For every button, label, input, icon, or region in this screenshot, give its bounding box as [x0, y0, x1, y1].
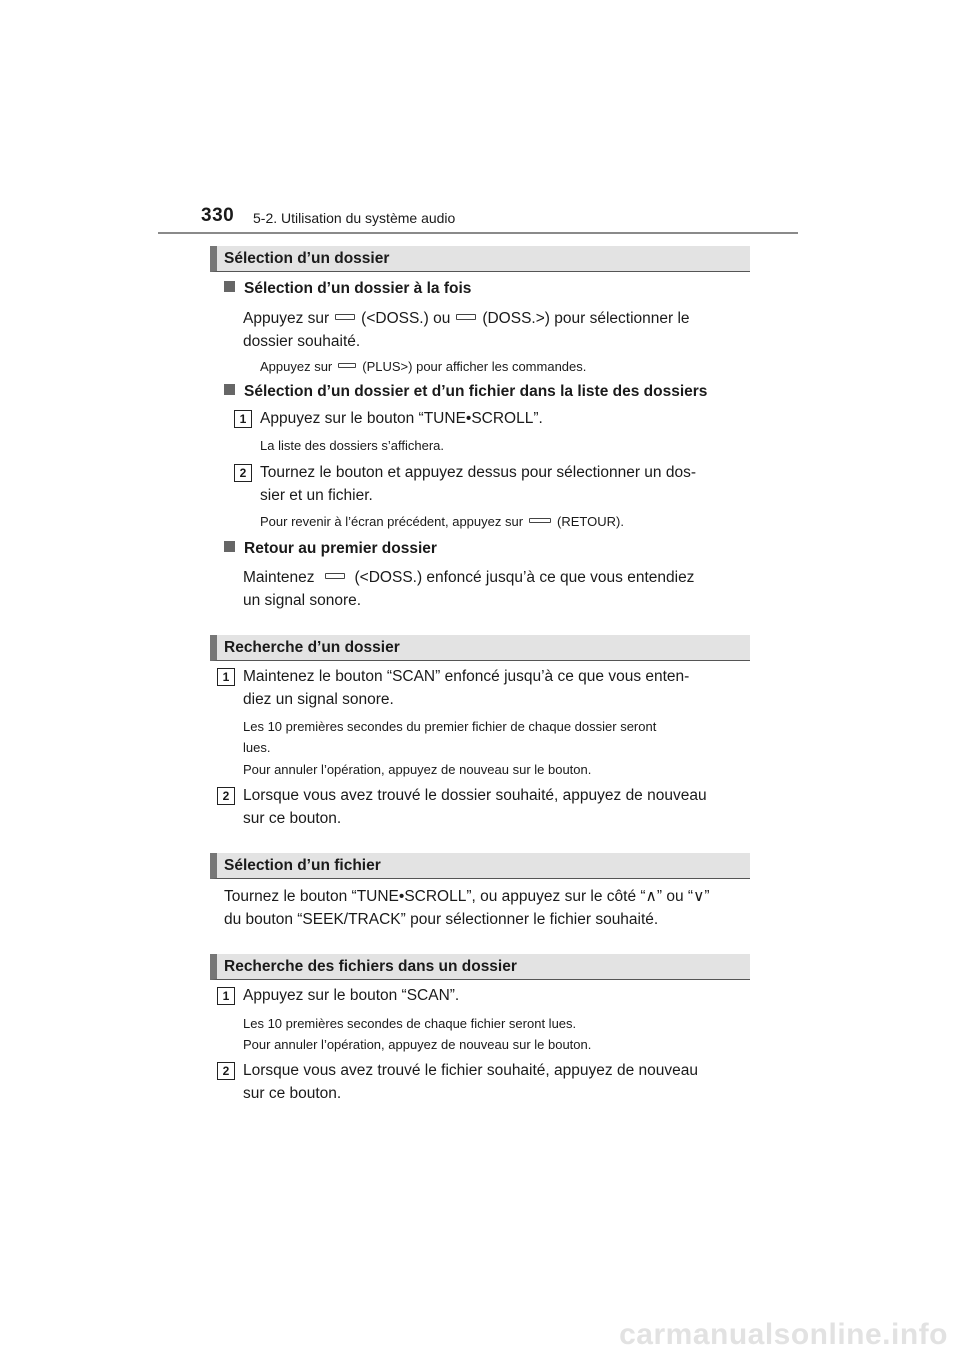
step-text-l2: sier et un fichier. [260, 487, 373, 504]
step-text: Lorsque vous avez trouvé le fichier souhaité, appuyez de nouveau [243, 1062, 698, 1079]
paragraph-one-folder: Appuyez sur (<DOSS.) ou (DOSS.>) pour sélectionner le [243, 310, 690, 327]
square-bullet-icon [224, 281, 235, 292]
button-icon [456, 314, 476, 320]
step-note-l2: lues. [243, 740, 271, 755]
step-text: Appuyez sur le bouton “TUNE•SCROLL”. [260, 410, 543, 427]
section-title-folder-search: Recherche d’un dossier [224, 639, 400, 656]
page-number: 330 [201, 205, 235, 226]
step-note: Les 10 premières secondes du premier fichier de chaque dossier seront [243, 719, 657, 734]
subheading-one-folder: Sélection d’un dossier à la fois [224, 280, 471, 298]
note-plus: Appuyez sur (PLUS>) pour afficher les commandes. [260, 359, 587, 374]
paragraph-first-folder-l2: un signal sonore. [243, 592, 362, 609]
section-title-folder-select: Sélection d’un dossier [224, 250, 390, 267]
step-text-l2: sur ce bouton. [243, 1085, 342, 1102]
step-text: Tournez le bouton et appuyez dessus pour sélectionner un dos- [260, 464, 697, 481]
paragraph-first-folder: Maintenez (<DOSS.) enfoncé jusqu’à ce que vous entendiez [243, 569, 695, 586]
button-icon [325, 573, 345, 579]
step-text: Lorsque vous avez trouvé le dossier souhaité, appuyez de nouveau [243, 787, 707, 804]
button-icon [529, 518, 551, 523]
subheading-first-folder: Retour au premier dossier [224, 540, 437, 558]
paragraph-file-select: Tournez le bouton “TUNE•SCROLL”, ou appuyez sur le côté “∧” ou “∨” [224, 888, 710, 905]
step-number-2: 2 [217, 1062, 235, 1080]
step-note-l2: Pour annuler l’opération, appuyez de nouveau sur le bouton. [243, 1037, 592, 1052]
section-title-file-select: Sélection d’un fichier [224, 857, 381, 874]
paragraph-file-select-l2: du bouton “SEEK/TRACK” pour sélectionner le fichier souhaité. [224, 911, 659, 928]
step-number-2: 2 [217, 787, 235, 805]
section-title-file-search: Recherche des fichiers dans un dossier [224, 958, 517, 975]
step-note: Les 10 premières secondes de chaque fichier seront lues. [243, 1016, 577, 1031]
step-note-l3: Pour annuler l’opération, appuyez de nouveau sur le bouton. [243, 762, 592, 777]
step-text-l2: sur ce bouton. [243, 810, 342, 827]
step-note: La liste des dossiers s’affichera. [260, 438, 445, 453]
step-number-1: 1 [217, 668, 235, 686]
step-number-1: 1 [217, 987, 235, 1005]
button-icon [335, 314, 355, 320]
subheading-folder-file-list: Sélection d’un dossier et d’un fichier dans la liste des dossiers [224, 383, 707, 401]
step-text-l2: diez un signal sonore. [243, 691, 394, 708]
step-text: Maintenez le bouton “SCAN” enfoncé jusqu’à ce que vous enten- [243, 668, 690, 685]
square-bullet-icon [224, 384, 235, 395]
header-rule [158, 232, 798, 234]
step-text: Appuyez sur le bouton “SCAN”. [243, 987, 460, 1004]
step-note: Pour revenir à l’écran précédent, appuyez sur (RETOUR). [260, 514, 624, 529]
watermark-text: carmanualsonline.info [619, 1318, 948, 1351]
square-bullet-icon [224, 541, 235, 552]
step-number-1: 1 [234, 410, 252, 428]
chapter-title: 5-2. Utilisation du système audio [253, 210, 456, 226]
paragraph-one-folder-l2: dossier souhaité. [243, 333, 361, 350]
button-icon [338, 363, 356, 368]
step-number-2: 2 [234, 464, 252, 482]
